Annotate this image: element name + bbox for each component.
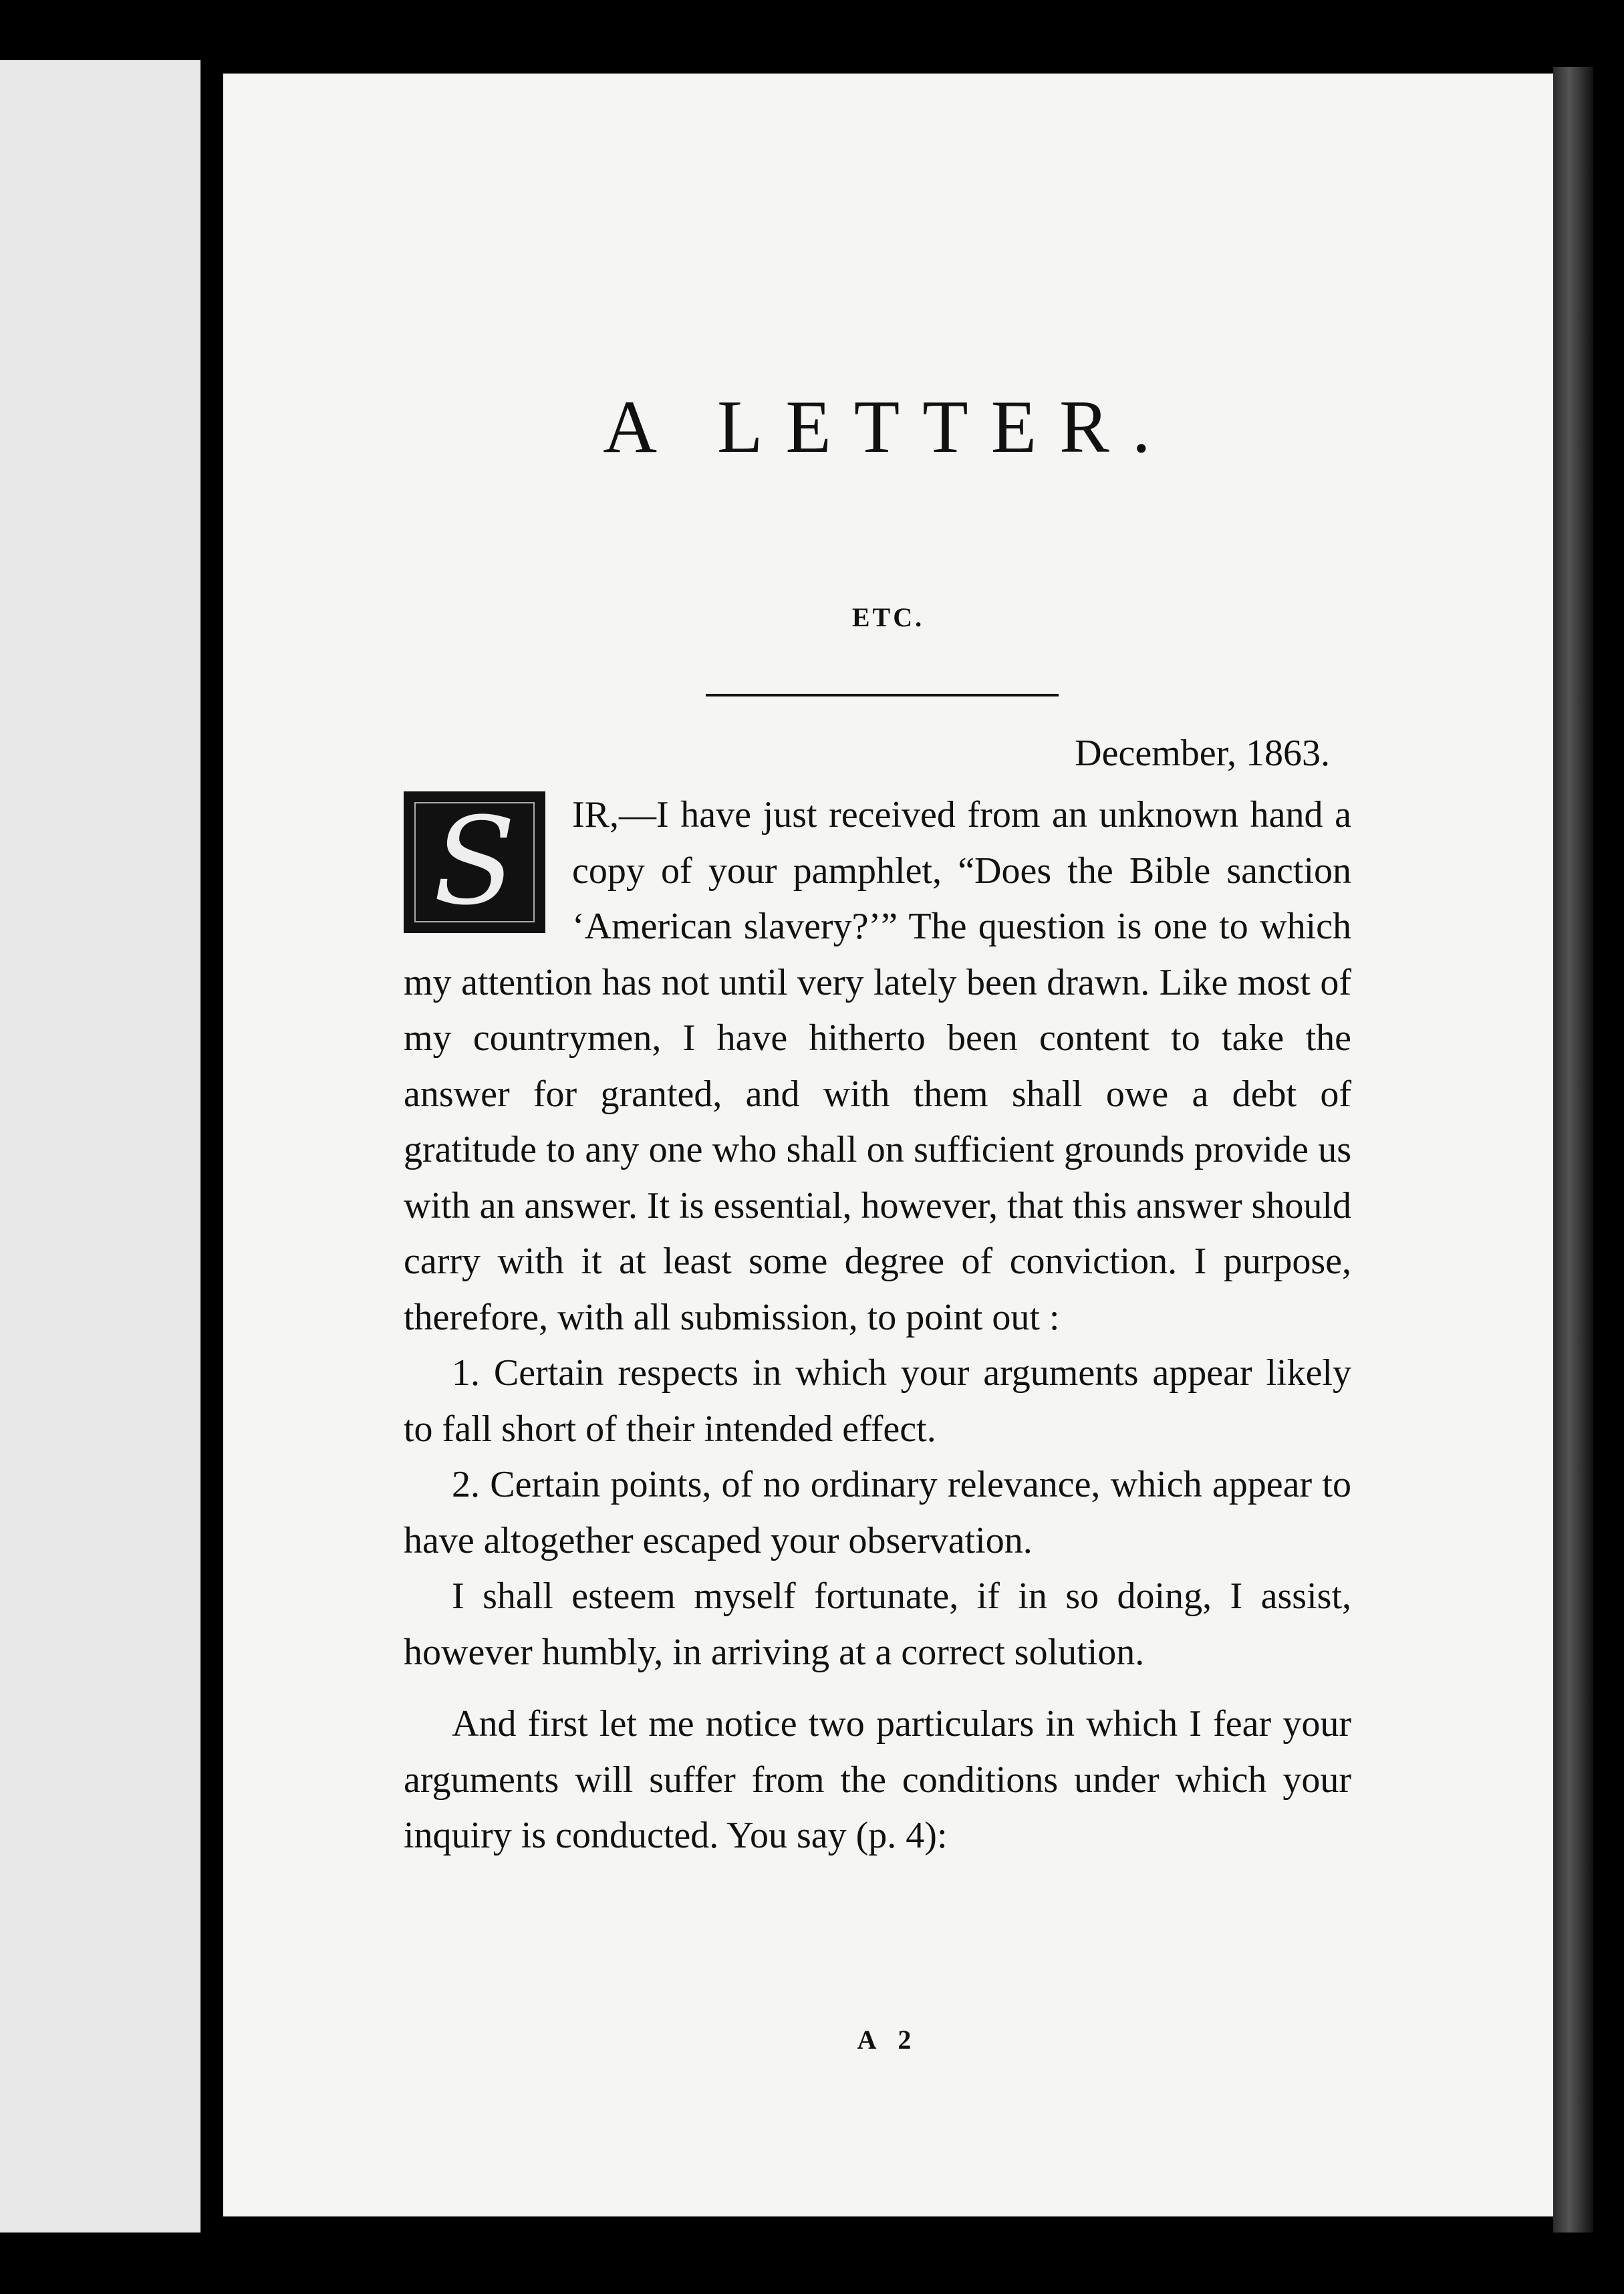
paragraph-point-1: 1. Certain respects in which your arguments appear likely to fall short of their intended effect. bbox=[404, 1352, 1351, 1450]
paragraph-opening: IR,—I have just received from an unknown hand a copy of your pamphlet, “Does the Bible sanction ‘American slavery?’” The question is one to which my attention has not until very lately been drawn. Like most of my countrymen, I have hitherto been content to take the answer for granted, and with them shall owe a debt of gratitude to any one who shall on sufficient grounds provide us with an answer. It is essential, however, that this answer should carry with it at least some degree of conviction. I purpose, therefore, with all submission, to point out : bbox=[404, 794, 1351, 1338]
page-edge bbox=[1553, 67, 1593, 2233]
letter-body bbox=[404, 787, 1351, 1864]
letter-date: December, 1863. bbox=[1075, 733, 1330, 774]
drop-cap-initial bbox=[404, 791, 545, 933]
book-gutter bbox=[200, 0, 223, 2294]
signature-mark: A 2 bbox=[857, 2025, 920, 2055]
book-page bbox=[223, 74, 1553, 2216]
paragraph-first-notice: And first let me notice two particulars in which I fear your arguments will suffer from the conditions under which your inquiry is conducted. You say (p. 4): bbox=[404, 1703, 1351, 1856]
facing-page bbox=[0, 60, 202, 2233]
page-subtitle: ETC. bbox=[851, 602, 925, 632]
paragraph-esteem: I shall esteem myself fortunate, if in so doing, I assist, however humbly, in arriving at a correct solution. bbox=[404, 1575, 1351, 1673]
page-title: A LETTER. bbox=[603, 386, 1174, 469]
drop-cap-letter: S bbox=[414, 802, 535, 922]
paragraph-point-2: 2. Certain points, of no ordinary relevance, which appear to have altogether escaped your observation. bbox=[404, 1464, 1351, 1561]
divider-rule bbox=[706, 694, 1059, 696]
